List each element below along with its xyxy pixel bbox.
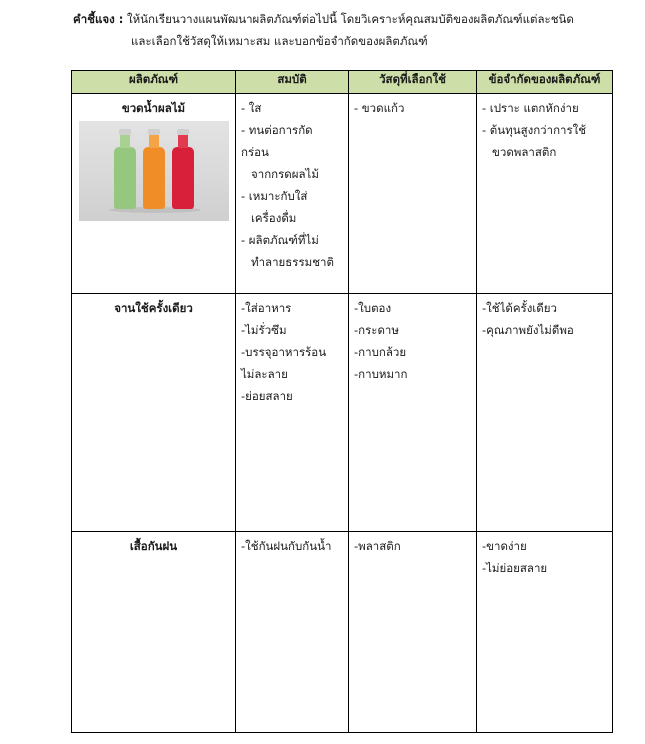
- property-item: - ผลิตภัณฑ์ที่ไม่: [241, 233, 319, 247]
- property-item: -ใช้กันฝนกับกันน้ำ: [241, 539, 332, 553]
- product-cell: [72, 94, 236, 294]
- property-item: ทำลายธรรมชาติ: [251, 255, 334, 269]
- material-item: -กาบกล้วย: [354, 345, 407, 359]
- property-item: กร่อน: [241, 145, 269, 159]
- limitation-item: -ขาดง่าย: [482, 539, 527, 553]
- properties-cell: [236, 294, 349, 532]
- limitations-cell: [477, 532, 613, 733]
- property-item: - ทนต่อการกัด: [241, 123, 313, 137]
- material-item: -กระดาษ: [354, 323, 399, 337]
- property-item: - เหมาะกับใส่: [241, 189, 308, 203]
- property-item: -บรรจุอาหารร้อน: [241, 345, 327, 359]
- property-item: -ไม่รั่วซึม: [241, 323, 287, 337]
- instruction-line-1: [73, 8, 633, 30]
- instruction-label: คำชี้แจง :: [73, 12, 124, 26]
- materials-cell: [349, 94, 477, 294]
- header-materials: วัสดุที่เลือกใช้: [349, 71, 477, 94]
- product-name: จานใช้ครั้งเดียว: [114, 301, 193, 315]
- header-limitations: ข้อจำกัดของผลิตภัณฑ์: [477, 71, 613, 94]
- header-properties: สมบัติ: [236, 71, 349, 94]
- instruction-line-2: และเลือกใช้วัสดุให้เหมาะสม และบอกข้อจำกัดของผลิตภัณฑ์: [131, 34, 428, 48]
- header-product: ผลิตภัณฑ์: [72, 71, 236, 94]
- property-item: เครื่องดื่ม: [251, 211, 297, 225]
- properties-cell: [236, 532, 349, 733]
- red-bottle: [172, 147, 194, 209]
- orange-bottle: [143, 147, 165, 209]
- table-row: [72, 532, 613, 733]
- product-name: ขวดน้ำผลไม้: [121, 101, 186, 115]
- table-header-row: [72, 71, 613, 94]
- juice-bottles-photo: [79, 121, 229, 221]
- instructions: [73, 8, 633, 52]
- material-item: -ใบตอง: [354, 301, 392, 315]
- limitations-cell: [477, 94, 613, 294]
- limitation-item: ขวดพลาสติก: [492, 145, 557, 159]
- product-table: [71, 70, 613, 733]
- limitation-item: -ไม่ย่อยสลาย: [482, 561, 548, 575]
- materials-cell: [349, 294, 477, 532]
- property-item: - ใส: [241, 101, 262, 115]
- limitation-item: -คุณภาพยังไม่ดีพอ: [482, 323, 574, 337]
- property-item: จากกรดผลไม้: [251, 167, 319, 181]
- limitations-cell: [477, 294, 613, 532]
- limitation-item: -ใช้ได้ครั้งเดียว: [482, 301, 557, 315]
- product-cell: [72, 294, 236, 532]
- product-cell: [72, 532, 236, 733]
- product-name: เสื้อกันฝน: [129, 539, 178, 553]
- properties-cell: [236, 94, 349, 294]
- property-item: -ใส่อาหาร: [241, 301, 292, 315]
- property-item: -ย่อยสลาย: [241, 389, 293, 403]
- green-bottle: [114, 147, 136, 209]
- material-item: -พลาสติก: [354, 539, 401, 553]
- table-row: [72, 294, 613, 532]
- property-item: ไม่ละลาย: [241, 367, 288, 381]
- material-item: -กาบหมาก: [354, 367, 408, 381]
- materials-cell: [349, 532, 477, 733]
- limitation-item: - ต้นทุนสูงกว่าการใช้: [482, 123, 587, 137]
- material-item: - ขวดแก้ว: [354, 101, 405, 115]
- limitation-item: - เปราะ แตกหักง่าย: [482, 101, 579, 115]
- table-row: [72, 94, 613, 294]
- instruction-text-1: ให้นักเรียนวางแผนพัฒนาผลิตภัณฑ์ต่อไปนี้ โดยวิเคราะห์คุณสมบัติของผลิตภัณฑ์แต่ละชนิด: [126, 12, 574, 26]
